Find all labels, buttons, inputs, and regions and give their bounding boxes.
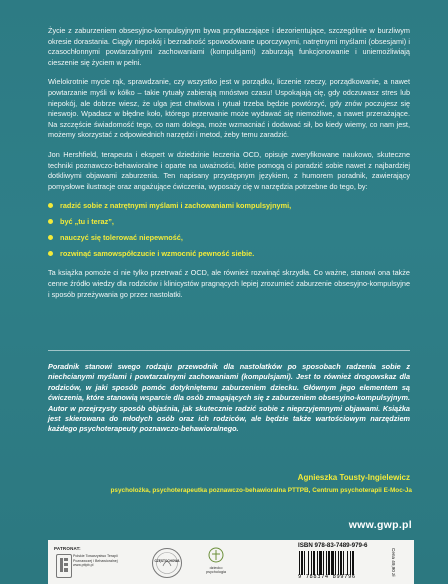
list-item: być „tu i teraz”,	[48, 217, 410, 226]
pttpb-logo-text: Polskie Towarzystwo Terapii Poznawczej i Behawioralnej www.pttpb.pl	[73, 554, 118, 568]
paragraph-author: Jon Hershfield, terapeuta i ekspert w dziedzinie leczenia OCD, opisuje zweryfikowane naukowo, skuteczne techniki poznawczo-behawioralne i oparte na uważności, które pomogą ci poradzić sobie nawet z najbardziej dotkliwymi objawami zaburzenia. Ten napisany przystępnym językiem, z humorem poradnik, zawierający pomysłowe ilustracje oraz angażujące ćwiczenia, wyposaży cię w narzędzia potrzebne do tego, by:	[48, 149, 410, 191]
isbn-block	[298, 542, 398, 582]
patronage-panel	[48, 540, 414, 584]
paragraph-closing: Ta książka pomoże ci nie tylko przetrwać z OCD, ale również rozwinąć skrzydła. Co ważne, stanowi ona także cenne źródło wiedzy dla rodziców i klinicystów pragnących lepiej zrozumieć zaburzenie obsesyjno-kompulsyjne i sposób przeżywania go przez nastolatki.	[48, 268, 410, 299]
bullet-icon	[48, 219, 53, 224]
list-item: rozwinąć samowspółczucie i wzmocnić pewność siebie.	[48, 249, 410, 258]
divider	[48, 350, 410, 351]
czestochowa-logo-icon	[152, 548, 182, 578]
barcode-icon	[298, 551, 382, 575]
bullet-icon	[48, 235, 53, 240]
paragraph-rituals: Wielokrotnie mycie rąk, sprawdzanie, czy wszystko jest w porządku, liczenie rzeczy, porządkowanie, a nawet powtarzanie myśli w kółko – takie rytuały zabierają mnóstwo czasu! Uspokajają cię, gdy odczuwasz stres lub niepokój, ale dobrze wiesz, że ulga jest chwilowa i rytuał trzeba będzie powtórzyć, gdy znów poczujesz się nieswojo. Wpadasz w błędne koło, którego przerwanie może wydawać się niemożliwe, a nawet przerażające. Na szczęście świadomość tego, co nam dolega, może wzmacniać i dodawać sił, bo kiedy wiemy, co nam jest, możemy skorzystać z odpowiednich narzędzi i metod, żeby temu zaradzić.	[48, 77, 410, 140]
bullet-icon	[48, 251, 53, 256]
list-item: nauczyć się tolerować niepewność,	[48, 233, 410, 242]
isbn-number: ISBN 978-83-7489-979-6	[298, 542, 368, 549]
list-item: radzić sobie z natrętnymi myślami i zachowaniami kompulsyjnymi,	[48, 201, 410, 210]
dziecko-psychologia-logo-icon	[200, 546, 232, 580]
czestochowa-logo-text: CZĘSTOCHOWA	[154, 559, 180, 563]
description	[48, 26, 410, 309]
dziecko-psychologia-logo-text: dziecko psychologia	[205, 566, 227, 575]
reviewer-role: psycholożka, psychoterapeutka poznawczo-behawioralna PTTPB, Centrum psychoterapii E-Moc-Ja	[110, 487, 412, 494]
pttpb-logo-icon	[56, 554, 72, 578]
review-quote	[48, 362, 410, 435]
price-label: Cena 49,90 zł	[391, 548, 396, 577]
reviewer-name: Agnieszka Tousty-Ingielewicz	[297, 473, 410, 482]
review-text: Poradnik stanowi swego rodzaju przewodnik dla nastolatków po sposobach radzenia sobie z niechcianymi myślami i powtarzalnymi zachowaniami (kompulsjami). Jest to również drogowskaz dla rodziców, w jaki sposób pomóc dotykniętemu zaburzeniem dziecku. Głównym jego elementem są ćwiczenia, które stanowią wsparcie dla osób zmagających się z zaburzeniem obsesyjno-kompulsyjnym. Autor w przejrzysty sposób objaśnia, jak skutecznie radzić sobie z nieprzyjemnymi objawami. Książka jest skierowana do młodych osób oraz ich rodziców, ale będzie także wartościowym narzędziem każdego psychoterapeuty poznawczo-behawioralnego.	[48, 362, 410, 434]
publisher-website[interactable]: www.gwp.pl	[348, 519, 412, 531]
barcode-digits: 9 788374 899796	[298, 574, 356, 580]
benefits-list	[48, 201, 410, 258]
bullet-icon	[48, 203, 53, 208]
patronage-label: PATRONAT:	[54, 546, 81, 551]
paragraph-intro: Życie z zaburzeniem obsesyjno-kompulsyjnym bywa przytłaczające i dezorientujące, szczególnie w burzliwym okresie dorastania. Ciągły niepokój i bezradność spowodowane uporczywymi, natrętnymi myślami (obsesjami) i czasochłonnymi powtarzalnymi zachowaniami (kompulsjami) zaburzają funkcjonowanie i uniemożliwiają cieszenie się życiem w pełni.	[48, 26, 410, 67]
